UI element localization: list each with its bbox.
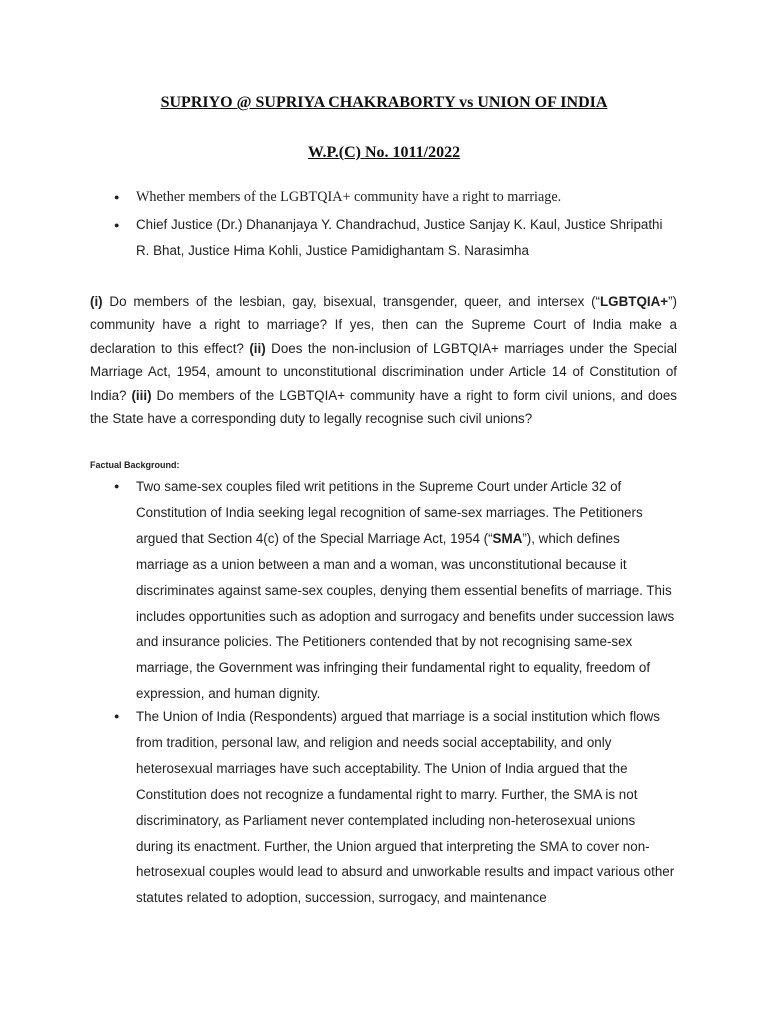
fact-petitioners xyxy=(136,474,676,707)
case-number: W.P.(C) No. 1011/2022 xyxy=(307,144,461,161)
summary-bullet-bench: ● Chief Justice (Dr.) Dhananjaya Y. Chandrachud, Justice Sanjay K. Kaul, Justice Shripathi R. Bhat, Justice Hima Kohli, Justice Pamidighantam S. Narasimha xyxy=(136,212,676,264)
fact-respondents: ● The Union of India (Respondents) argued that marriage is a social institution which flows from tradition, personal law, and religion and needs social acceptability, and only heterosexual marriages have such acceptability. The Union of India argued that the Constitution does not recognize a fundamental right to marry. Further, the SMA is not discriminatory, as Parliament never contemplated including non-heterosexual unions during its enactment. Further, the Union argued that interpreting the SMA to cover non-hetrosexual couples would lead to absurd and unworkable results and impact various other statutes related to adoption, succession, surrogacy, and maintenance xyxy=(136,704,676,911)
issue-i-term: LGBTQIA+ xyxy=(600,294,669,309)
factual-background-heading: Factual Background: xyxy=(90,460,180,470)
fact-1-term: SMA xyxy=(492,530,523,546)
issue-i-label: (i) xyxy=(90,294,103,309)
summary-bullet-question: ● Whether members of the LGBTQIA+ community have a right to marriage. xyxy=(136,184,676,210)
issue-i-text-after: ”) community have a right to marriage? If yes, then can the Supreme Court of India make a declaration to this effect? xyxy=(90,294,677,356)
fact-1-text-before: Two same-sex couples filed writ petitions in the Supreme Court under Article 32 of Constitution of India seeking legal recognition of same-sex marriages. The Petitioners argued that Section 4(c) of the Special Marriage Act, 1954 (“ xyxy=(136,479,643,546)
case-title: SUPRIYO @ SUPRIYA CHAKRABORTY vs UNION OF INDIA xyxy=(160,94,608,111)
issue-ii-label: (ii) xyxy=(249,340,266,356)
fact-1-text-after: ”), which defines marriage as a union between a man and a woman, was unconstitutional because it discriminates against same-sex couples, denying them essential benefits of marriage. This includes opportunities such as adoption and surrogacy and benefits under succession laws and insurance policies. The Petitioners contended that by not recognising same-sex marriage, the Government was infringing their fundamental right to equality, freedom of expression, and human dignity. xyxy=(136,530,675,702)
issue-ii-text: Does the non-inclusion of LGBTQIA+ marriages under the Special Marriage Act, 1954, amount to unconstitutional discrimination under Article 14 of Constitution of India? xyxy=(90,340,677,403)
issue-iii-label: (iii) xyxy=(131,387,152,403)
issue-i-text-before: Do members of the lesbian, gay, bisexual, transgender, queer, and intersex (“ xyxy=(102,294,600,309)
issues-paragraph xyxy=(90,290,677,430)
issue-iii-text: Do members of the LGBTQIA+ community have a right to form civil unions, and does the State have a corresponding duty to legally recognise such civil unions? xyxy=(90,387,677,427)
